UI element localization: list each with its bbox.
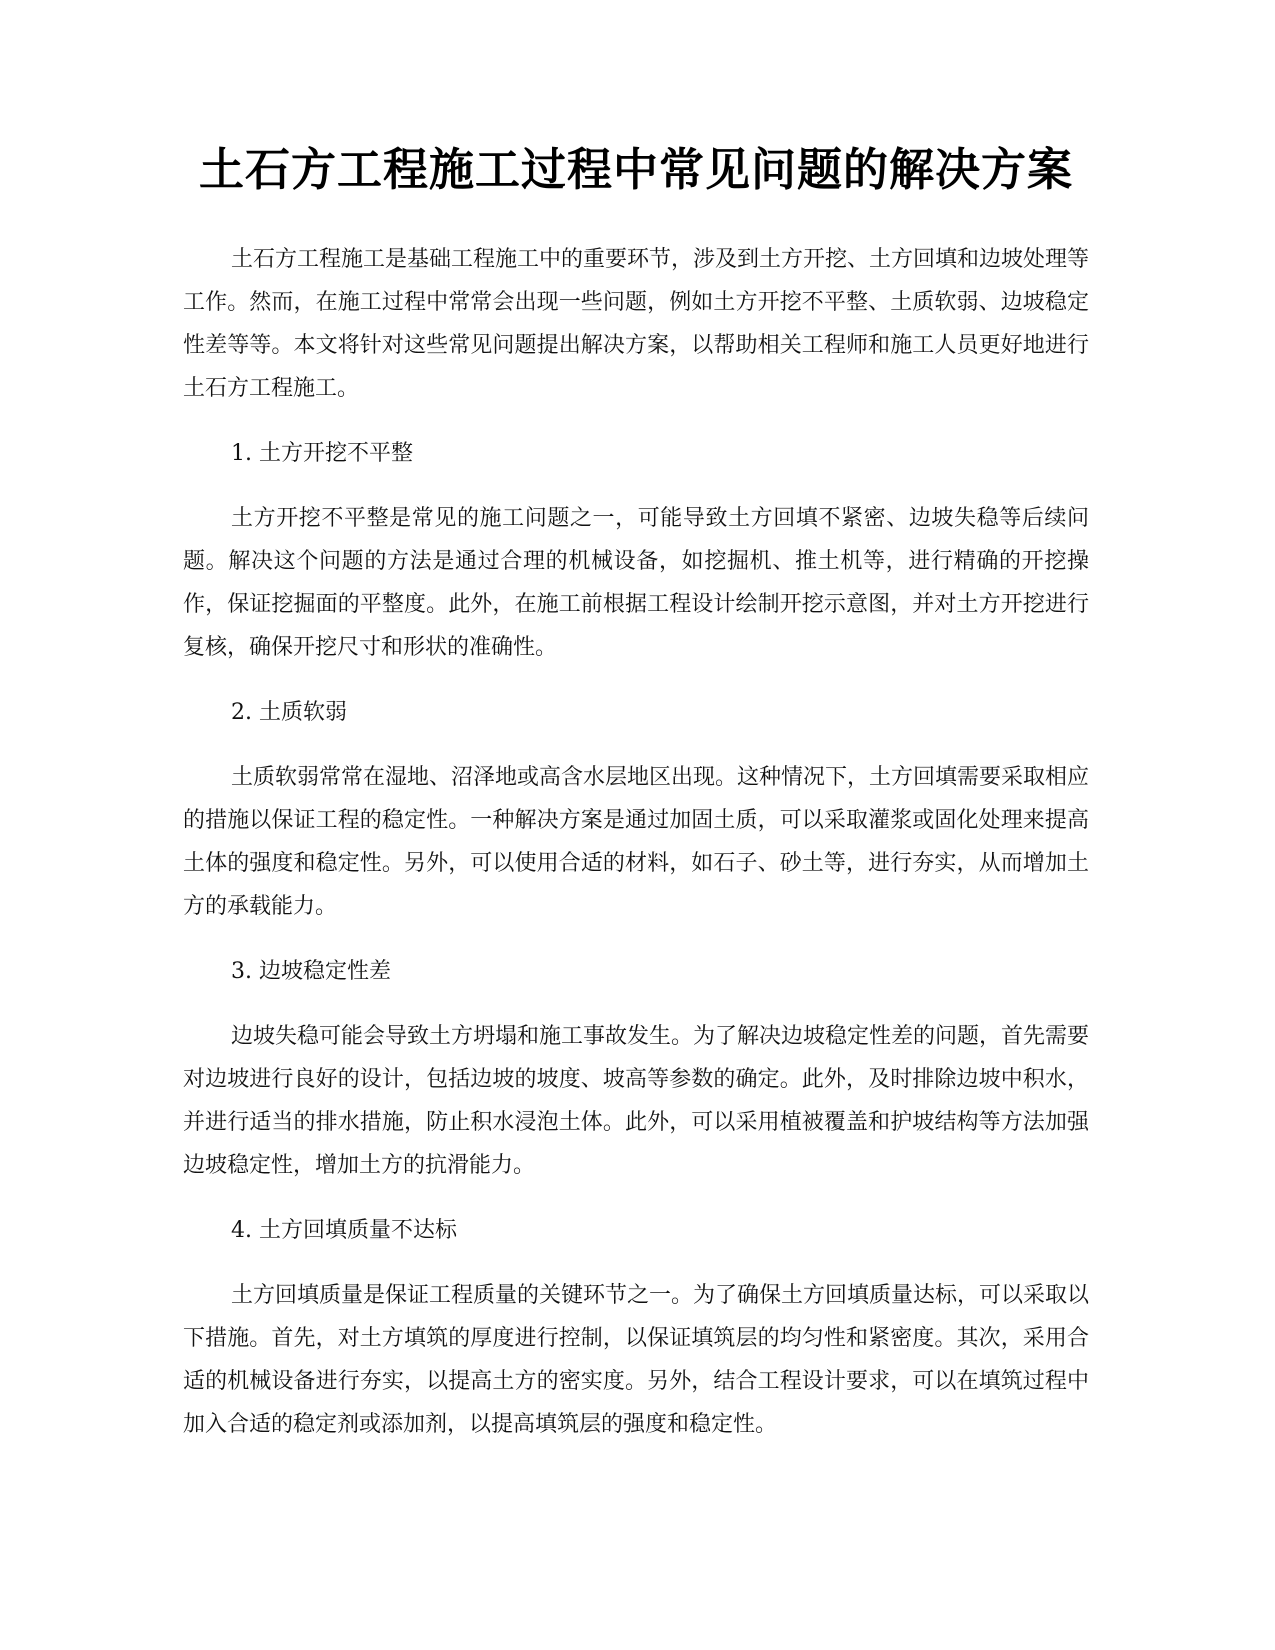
section-body-4: 土方回填质量是保证工程质量的关键环节之一。为了确保土方回填质量达标，可以采取以下措施。首先，对土方填筑的厚度进行控制，以保证填筑层的均匀性和紧密度。其次，采用合适的机械设备进行夯实，以提高土方的密实度。另外，结合工程设计要求，可以在填筑过程中加入合适的稳定剂或添加剂，以提高填筑层的强度和稳定性。 [183, 1283, 1090, 1437]
document-title: 土石方工程施工过程中常见问题的解决方案 [198, 143, 1073, 196]
section-body-1: 土方开挖不平整是常见的施工问题之一，可能导致土方回填不紧密、边坡失稳等后续问题。解决这个问题的方法是通过合理的机械设备，如挖掘机、推土机等，进行精确的开挖操作，保证挖掘面的平整度。此外，在施工前根据工程设计绘制开挖示意图，并对土方开挖进行复核，确保开挖尺寸和形状的准确性。 [183, 506, 1089, 660]
section-heading-2: 2. 土质软弱 [231, 700, 347, 725]
section-body-3: 边坡失稳可能会导致土方坍塌和施工事故发生。为了解决边坡稳定性差的问题，首先需要对边坡进行良好的设计，包括边坡的坡度、坡高等参数的确定。此外，及时排除边坡中积水，并进行适当的排水措施，防止积水浸泡土体。此外，可以采用植被覆盖和护坡结构等方法加强边坡稳定性，增加土方的抗滑能力。 [183, 1024, 1090, 1178]
section-body-2: 土质软弱常常在湿地、沼泽地或高含水层地区出现。这种情况下，土方回填需要采取相应的措施以保证工程的稳定性。一种解决方案是通过加固土质，可以采取灌浆或固化处理来提高土体的强度和稳定性。另外，可以使用合适的材料，如石子、砂土等，进行夯实，从而增加土方的承载能力。 [183, 765, 1090, 919]
section-heading-4: 4. 土方回填质量不达标 [231, 1218, 457, 1243]
intro-paragraph: 土石方工程施工是基础工程施工中的重要环节，涉及到土方开挖、土方回填和边坡处理等工作。然而，在施工过程中常常会出现一些问题，例如土方开挖不平整、土质软弱、边坡稳定性差等等。本文将针对这些常见问题提出解决方案，以帮助相关工程师和施工人员更好地进行土石方工程施工。 [183, 247, 1090, 401]
section-heading-1: 1. 土方开挖不平整 [231, 441, 413, 466]
document-page [183, 140, 1089, 1468]
section-heading-3: 3. 边坡稳定性差 [231, 959, 391, 984]
